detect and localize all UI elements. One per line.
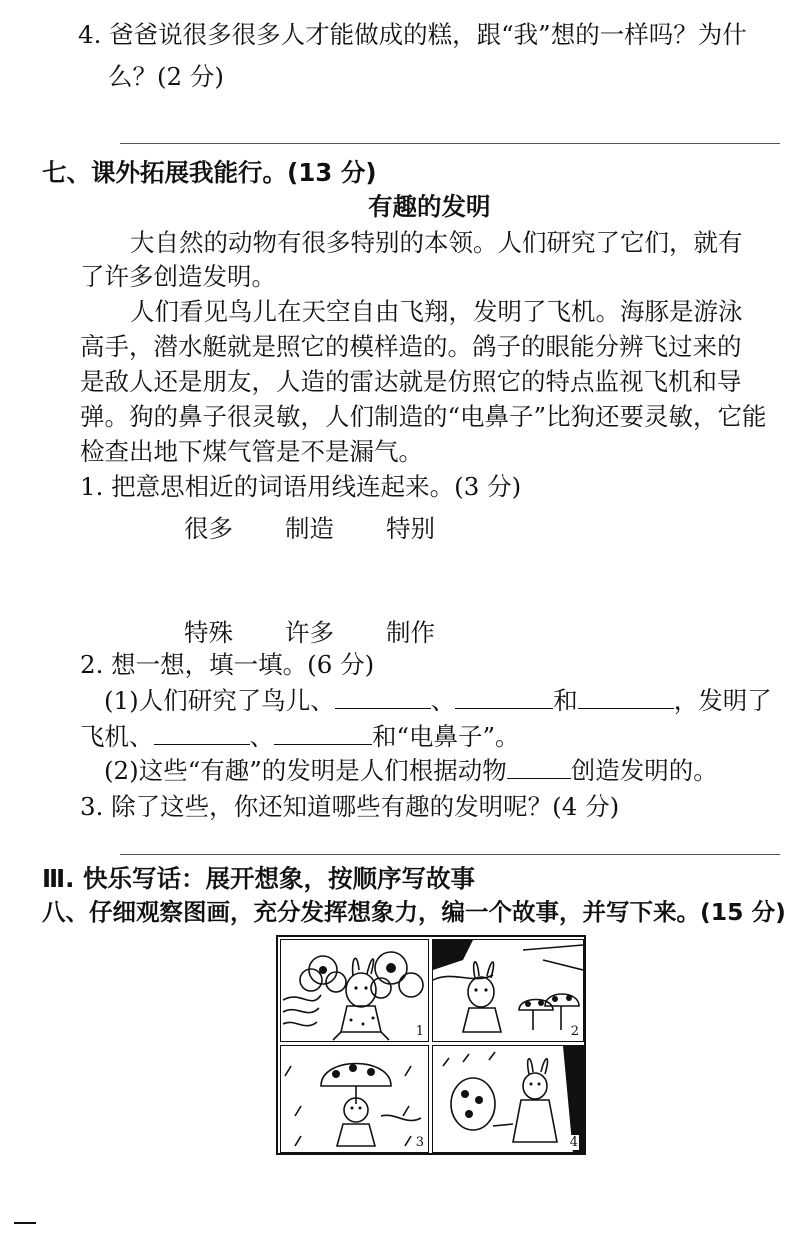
para2-line4: 弹。狗的鼻子很灵敏，人们制造的“电鼻子”比狗还要灵敏，它能: [80, 402, 767, 431]
two-rabbits-mushroom-illustration: [433, 1046, 584, 1153]
q2-item1-line2-sep: 、: [249, 722, 274, 751]
blank-3[interactable]: [578, 707, 674, 709]
para2-line3: 是敌人还是朋友，人造的雷达就是仿照它的特点监视飞机和导: [80, 367, 742, 396]
rabbit-flowers-illustration: [281, 940, 429, 1042]
para2-line5: 检查出地下煤气管是不是漏气。: [80, 437, 423, 466]
part3-heading: Ⅲ. 快乐写话：展开想象，按顺序写故事: [42, 864, 475, 893]
q3-prompt: 3. 除了这些，你还知道哪些有趣的发明呢？(4 分): [80, 792, 620, 821]
match-word-top-2[interactable]: 制造: [285, 514, 334, 543]
q2-item1-line1: [104, 686, 772, 715]
q2-item2-text-a: (2)这些“有趣”的发明是人们根据动物: [104, 756, 507, 785]
comic-panel-4: [432, 1045, 584, 1153]
q2-item1-sep2: 和: [553, 686, 578, 715]
q2-item1-text-a: (1)人们研究了鸟儿、: [104, 686, 335, 715]
q2-item1-end: ，发明了: [673, 686, 772, 715]
rabbit-umbrella-rain-illustration: [281, 1046, 429, 1153]
q2-item1-line2-a: 飞机、: [80, 722, 154, 751]
q2-item1-line2-end: 和“电鼻子”。: [372, 722, 520, 751]
q4-line1: 4. 爸爸说很多很多人才能做成的糕，跟“我”想的一样吗？为什: [78, 20, 747, 49]
blank-2[interactable]: [455, 707, 553, 709]
panel-number-3: 3: [415, 1135, 424, 1150]
passage-title: 有趣的发明: [368, 192, 491, 221]
panel-number-1: 1: [415, 1024, 424, 1039]
para2-line1: 人们看见鸟儿在天空自由飞翔，发明了飞机。海豚是游泳: [130, 297, 743, 326]
match-word-bottom-3[interactable]: 制作: [386, 618, 435, 647]
section8-heading: 八、仔细观察图画，充分发挥想象力，编一个故事，并写下来。(15 分): [42, 898, 786, 926]
blank-5[interactable]: [274, 743, 372, 745]
panel-number-2: 2: [570, 1024, 579, 1039]
match-word-bottom-1[interactable]: 特殊: [184, 618, 233, 647]
para1-line2: 了许多创造发明。: [80, 262, 276, 291]
para1-line1: 大自然的动物有很多特别的本领。人们研究了它们，就有: [130, 228, 743, 257]
comic-panel-1: [280, 939, 429, 1042]
match-word-top-1[interactable]: 很多: [184, 514, 233, 543]
q2-item2-end: 创造发明的。: [570, 756, 718, 785]
q1-prompt: 1. 把意思相近的词语用线连起来。(3 分): [80, 472, 522, 501]
panel-number-4: 4: [569, 1135, 578, 1150]
blank-6[interactable]: [507, 777, 571, 779]
blank-4[interactable]: [154, 743, 250, 745]
q2-item1-line2: [80, 722, 520, 751]
q2-prompt: 2. 想一想，填一填。(6 分): [80, 650, 375, 679]
blank-1[interactable]: [335, 707, 431, 709]
match-word-top-3[interactable]: 特别: [386, 514, 435, 543]
divider: [120, 854, 780, 855]
page-edge-mark: [14, 1222, 36, 1224]
para2-line2: 高手，潜水艇就是照它的模样造的。鸽子的眼能分辨飞过来的: [80, 332, 742, 361]
q4-line2: 么？(2 分): [108, 62, 224, 91]
q2-item2: [104, 756, 718, 785]
match-word-bottom-2[interactable]: 许多: [285, 618, 334, 647]
q2-item1-sep1: 、: [430, 686, 456, 715]
comic-panel-3: [280, 1045, 429, 1153]
section7-heading: 七、课外拓展我能行。(13 分): [42, 158, 377, 187]
divider: [120, 143, 780, 144]
comic-picture-grid: [276, 935, 586, 1155]
comic-panel-2: [432, 939, 584, 1042]
rabbit-mushrooms-illustration: [433, 940, 584, 1042]
